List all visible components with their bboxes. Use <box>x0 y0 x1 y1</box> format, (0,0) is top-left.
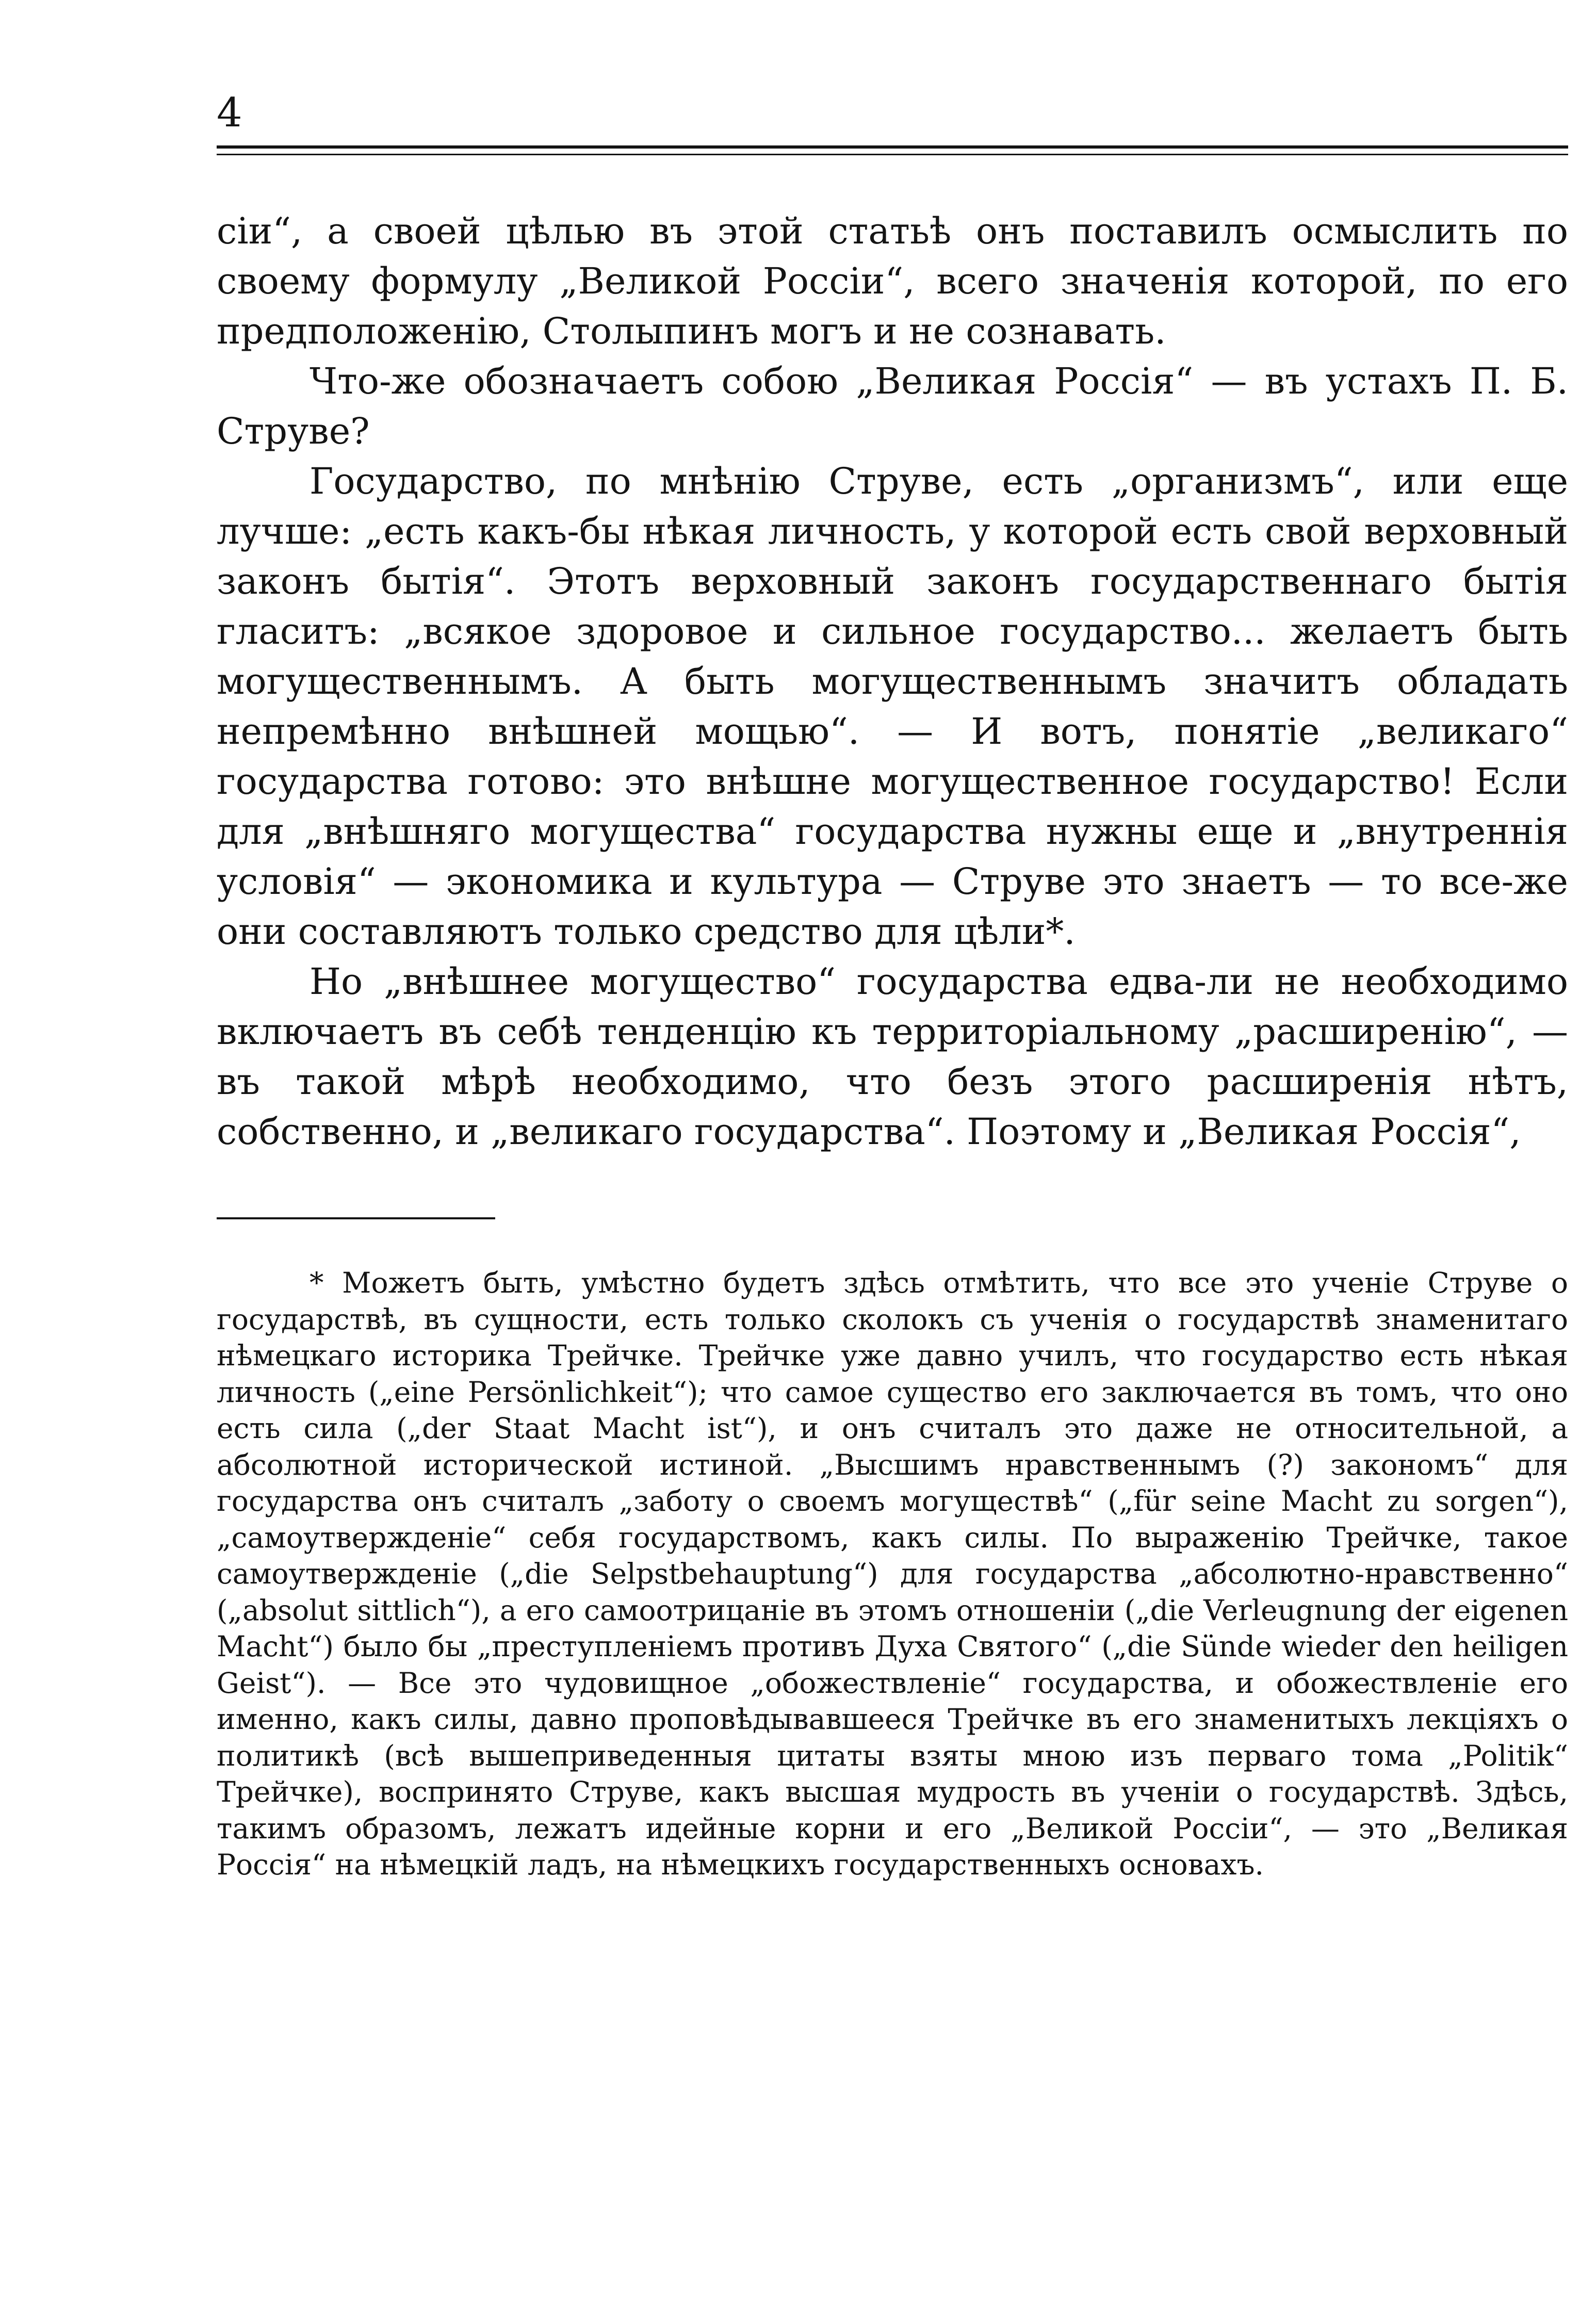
paragraph-3: Государство, по мнѣнію Струве, есть „организмъ“, или еще лучше: „есть какъ-бы нѣкая личность, у которой есть свой верховный законъ бытія“. Этотъ верховный законъ государственнаго бытія гласитъ: „всякое здоровое и сильное государство... желаетъ быть могущественнымъ. А быть могущественнымъ значитъ обладать непремѣнно внѣшней мощью“. — И вотъ, понятіе „великаго“ государства готово: это внѣшне могущественное государство! Если для „внѣшняго могущества“ государства нужны еще и „внутреннія условія“ — экономика и культура — Струве это знаетъ — то все-же они составляютъ только средство для цѣли*. <box>217 460 1568 953</box>
header-rule-thin <box>217 154 1568 155</box>
page-number: 4 <box>217 90 242 136</box>
paragraph-1: сіи“, а своей цѣлью въ этой статьѣ онъ поставилъ осмыслить по своему формулу „Великой Россіи“, всего значенія которой, по его предположенію, Столыпинъ могъ и не сознавать. <box>217 210 1568 352</box>
footnote-separator <box>217 1217 495 1219</box>
header-rule <box>217 145 1568 149</box>
footnote: * Можетъ быть, умѣстно будетъ здѣсь отмѣтить, что все это ученіе Струве о государствѣ, въ сущности, есть только сколокъ съ ученія о государствѣ знаменитаго нѣмецкаго историка Трейчке. Трейчке уже давно училъ, что государство есть нѣкая личность („eine Persönlichkeit“); что самое существо его заключается въ томъ, что оно есть сила („der Staat Macht ist“), и онъ считалъ это даже не относительной, а абсолютной исторической истиной. „Высшимъ нравственнымъ (?) закономъ“ для государства онъ считалъ „заботу о своемъ могуществѣ“ („für seine Macht zu sorgen“), „самоутвержденіе“ себя государствомъ, какъ силы. По выраженію Трейчке, такое самоутвержденіе („die Selpstbehauptung“) для государства „абсолютно-нравственно“ („absolut sittlich“), а его самоотрицаніе въ этомъ отношеніи („die Verleugnung der eigenen Macht“) было бы „преступленіемъ противъ Духа Святого“ („die Sünde wieder den heiligen Geist“). — Все это чудовищное „обожествленіе“ государства, и обожествленіе его именно, какъ силы, давно проповѣдывавшееся Трейчке въ его знаменитыхъ лекціяхъ о политикѣ (всѣ вышеприведенныя цитаты взяты мною изъ перваго тома „Politik“ Трейчке), воспринято Струве, какъ высшая мудрость въ ученіи о государствѣ. Здѣсь, такимъ образомъ, лежатъ идейные корни и его „Великой Россіи“, — это „Великая Россія“ на нѣмецкій ладъ, на нѣмецкихъ государственныхъ основахъ. <box>217 1266 1568 1881</box>
paragraph-4: Но „внѣшнее могущество“ государства едва-ли не необходимо включаетъ въ себѣ тенденцію къ территоріальному „расширенію“, — въ такой мѣрѣ необходимо, что безъ этого расширенія нѣтъ, собственно, и „великаго государства“. Поэтому и „Великая Россія“, <box>217 960 1568 1153</box>
paragraph-2: Что-же обозначаетъ собою „Великая Россія“ — въ устахъ П. Б. Струве? <box>217 360 1568 452</box>
main-text <box>217 206 1568 1157</box>
